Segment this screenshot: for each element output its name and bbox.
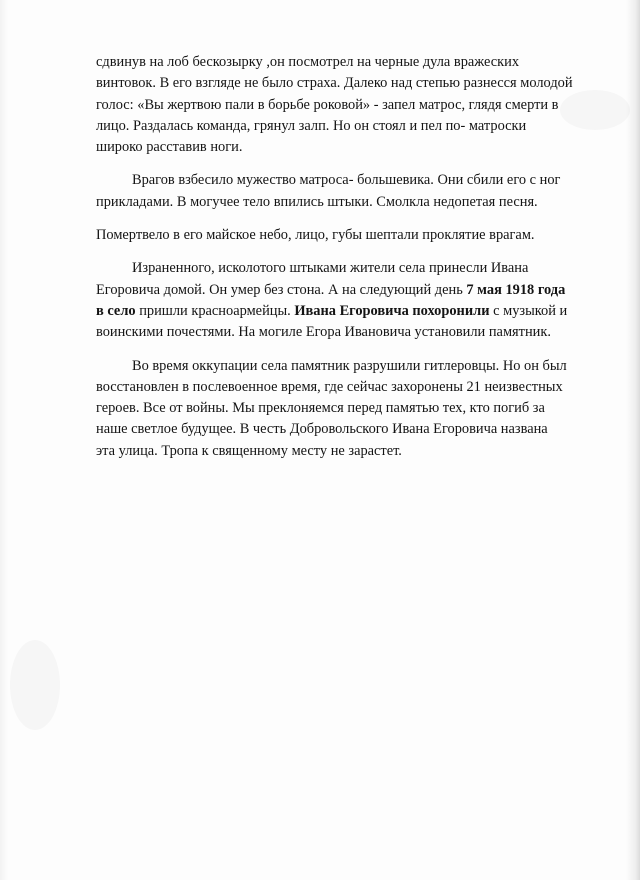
- text-run: пришли красноармейцы.: [135, 302, 295, 319]
- paragraph-gap: [96, 213, 586, 225]
- text-run: Израненного, исколотого штыками жители села принесли Ивана: [132, 260, 529, 277]
- scan-smudge: [10, 640, 60, 730]
- scan-edge-right: [626, 0, 640, 880]
- text-run: воинскими почестями. На могиле Егора Ивановича установили памятник.: [96, 324, 551, 341]
- bold-place: в село: [96, 302, 136, 319]
- text-run: голос: «Вы жертвою пали в борьбе роковой» - запел матрос, глядя смерти в: [96, 96, 559, 113]
- text-run: Помертвело в его майское небо, лицо, губы шептали проклятие врагам.: [96, 227, 535, 244]
- text-run: широко расставив ноги.: [96, 139, 243, 156]
- text-run: Егоровича домой. Он умер без стона. А на следующий день: [96, 281, 467, 298]
- text-line: [96, 52, 586, 73]
- text-line: [96, 170, 586, 191]
- text-line: [96, 377, 586, 398]
- text-run: героев. Все от войны. Мы преклоняемся перед памятью тех, кто погиб за: [96, 400, 545, 417]
- text-line: [96, 441, 586, 462]
- text-line: [96, 95, 586, 116]
- text-line: [96, 137, 586, 158]
- text-line: [96, 258, 586, 279]
- text-line: [96, 73, 586, 94]
- text-line: [96, 192, 586, 213]
- text-line: [96, 301, 586, 322]
- paragraph-gap: [96, 344, 586, 356]
- paragraph: [96, 225, 586, 246]
- text-line: [96, 225, 586, 246]
- text-run: с музыкой и: [489, 302, 568, 319]
- paragraph: [96, 258, 586, 343]
- paragraph-gap: [96, 246, 586, 258]
- text-line: [96, 116, 586, 137]
- text-run: прикладами. В могучее тело впились штыки. Смолкла недопетая песня.: [96, 193, 538, 210]
- text-run: лицо. Раздалась команда, грянул залп. Но он стоял и пел по- матроски: [96, 117, 527, 134]
- paragraph-gap: [96, 158, 586, 170]
- paragraph: [96, 170, 586, 213]
- text-run: эта улица. Тропа к священному месту не зарастет.: [96, 442, 402, 459]
- text-line: [96, 356, 586, 377]
- document-body: [96, 52, 586, 462]
- text-line: [96, 398, 586, 419]
- text-line: [96, 322, 586, 343]
- text-run: восстановлен в послевоенное время, где сейчас захоронены 21 неизвестных: [96, 378, 563, 395]
- text-line: [96, 419, 586, 440]
- text-run: наше светлое будущее. В честь Добровольского Ивана Егоровича названа: [96, 421, 548, 438]
- bold-date: 7 мая 1918 года: [466, 281, 566, 298]
- text-run: сдвинув на лоб бескозырку ,он посмотрел на черные дула вражеских: [96, 54, 520, 70]
- scan-edge-left: [0, 0, 8, 880]
- paragraph: [96, 52, 586, 158]
- paragraph: [96, 356, 586, 462]
- text-run: Врагов взбесило мужество матроса- большевика. Они сбили его с ног: [132, 172, 561, 189]
- text-run: Во время оккупации села памятник разрушили гитлеровцы. Но он был: [132, 357, 567, 374]
- text-line: [96, 280, 586, 301]
- text-run: винтовок. В его взгляде не было страха. Далеко над степью разнесся молодой: [96, 75, 573, 92]
- bold-burial: Ивана Егоровича похоронили: [294, 302, 490, 319]
